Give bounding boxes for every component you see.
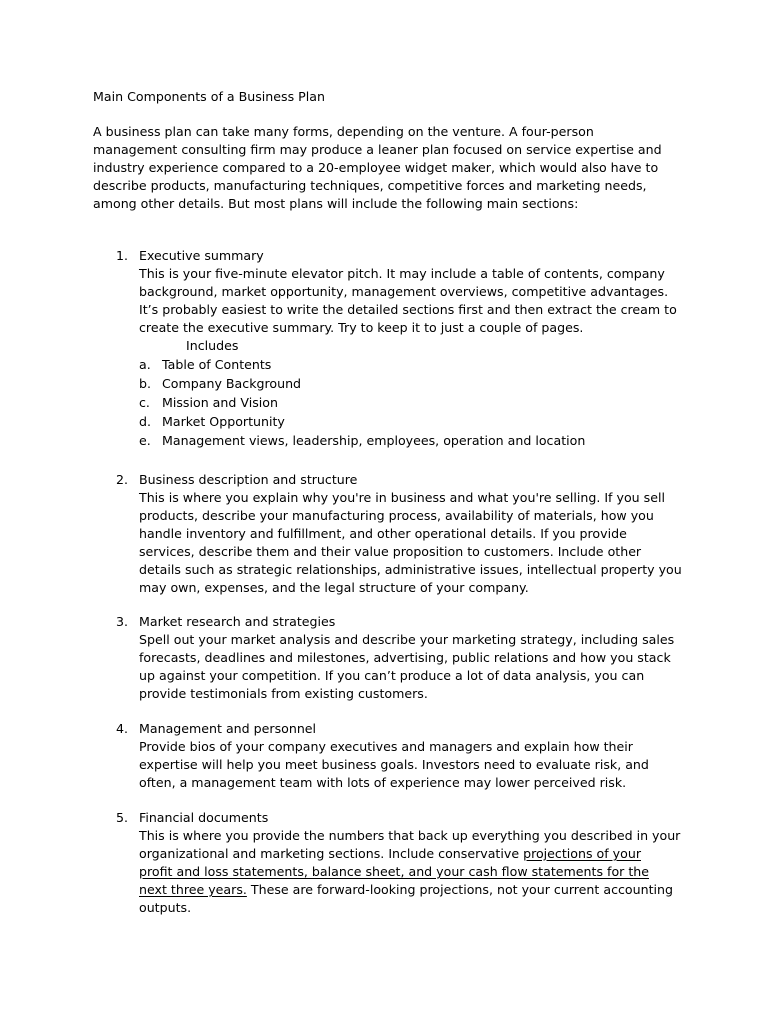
body-line: Spell out your market analysis and describe your marketing strategy, including sales [139, 632, 675, 647]
list-item-text: Management views, leadership, employees, operation and location [162, 433, 586, 448]
list-item-letter: b. [139, 376, 151, 391]
section-number: 5. [116, 810, 129, 825]
body-line: handle inventory and fulfillment, and other operational details. If you provide [139, 526, 627, 541]
list-item [139, 431, 639, 450]
intro-line: A business plan can take many forms, depending on the venture. A four-person [93, 124, 594, 139]
intro-line: industry experience compared to a 20-employee widget maker, which would also have to [93, 160, 659, 175]
section-number: 2. [116, 472, 129, 487]
document-title: Main Components of a Business Plan [93, 89, 325, 104]
body-line: Provide bios of your company executives and managers and explain how their [139, 739, 633, 754]
list-item-letter: a. [139, 357, 151, 372]
body-line: outputs. [139, 900, 192, 915]
section-heading: Business description and structure [139, 472, 358, 487]
body-text: organizational and marketing sections. Include conservative [139, 846, 524, 861]
section-number: 4. [116, 721, 129, 736]
body-line: It’s probably easiest to write the detailed sections first and then extract the cream to [139, 302, 677, 317]
includes-label: Includes [186, 338, 239, 353]
body-line: This is where you explain why you're in business and what you're selling. If you sell [139, 490, 665, 505]
body-line: create the executive summary. Try to keep it to just a couple of pages. [139, 320, 584, 335]
section-number: 3. [116, 614, 129, 629]
list-item-text: Mission and Vision [162, 395, 278, 410]
section-heading: Market research and strategies [139, 614, 336, 629]
list-item-letter: e. [139, 433, 151, 448]
body-line: services, describe them and their value proposition to customers. Include other [139, 544, 642, 559]
body-line [139, 881, 679, 899]
section-heading: Financial documents [139, 810, 269, 825]
list-item [139, 355, 639, 374]
body-line: provide testimonials from existing customers. [139, 686, 428, 701]
body-line [139, 845, 679, 863]
list-item [139, 393, 639, 412]
underlined-text: projections of your [523, 846, 641, 861]
list-item-letter: c. [139, 395, 150, 410]
list-item [139, 412, 639, 431]
body-line: This is your five-minute elevator pitch. It may include a table of contents, company [139, 266, 665, 281]
list-item [139, 374, 639, 393]
underlined-text: next three years. [139, 882, 247, 897]
list-item-text: Market Opportunity [162, 414, 285, 429]
section-body [139, 489, 682, 597]
list-item-letter: d. [139, 414, 151, 429]
section-body [139, 827, 679, 917]
body-line: background, market opportunity, management overviews, competitive advantages. [139, 284, 669, 299]
body-line: forecasts, deadlines and milestones, advertising, public relations and how you stack [139, 650, 671, 665]
body-line: expertise will help you meet business goals. Investors need to evaluate risk, and [139, 757, 649, 772]
intro-line: management consulting firm may produce a leaner plan focused on service expertise and [93, 142, 662, 157]
underlined-text: profit and loss statements, balance sheet, and your cash flow statements for the [139, 864, 650, 879]
body-line [139, 863, 679, 881]
body-line: products, describe your manufacturing process, availability of materials, how you [139, 508, 654, 523]
body-line: may own, expenses, and the legal structure of your company. [139, 580, 529, 595]
section-heading: Executive summary [139, 248, 264, 263]
body-line: details such as strategic relationships, administrative issues, intellectual property you [139, 562, 682, 577]
body-line: up against your competition. If you can’t produce a lot of data analysis, you can [139, 668, 645, 683]
list-item-text: Table of Contents [162, 357, 272, 372]
includes-list [139, 355, 639, 450]
section-body [139, 631, 679, 703]
section-number: 1. [116, 248, 129, 263]
intro-line: among other details. But most plans will include the following main sections: [93, 196, 579, 211]
section-heading: Management and personnel [139, 721, 317, 736]
section-body [139, 265, 679, 337]
body-text: These are forward-looking projections, not your current accounting [246, 882, 673, 897]
intro-paragraph [93, 123, 673, 213]
body-line: often, a management team with lots of experience may lower perceived risk. [139, 775, 627, 790]
body-line: This is where you provide the numbers that back up everything you described in your [139, 828, 681, 843]
intro-line: describe products, manufacturing techniques, competitive forces and marketing needs, [93, 178, 647, 193]
list-item-text: Company Background [162, 376, 302, 391]
section-body [139, 738, 679, 792]
